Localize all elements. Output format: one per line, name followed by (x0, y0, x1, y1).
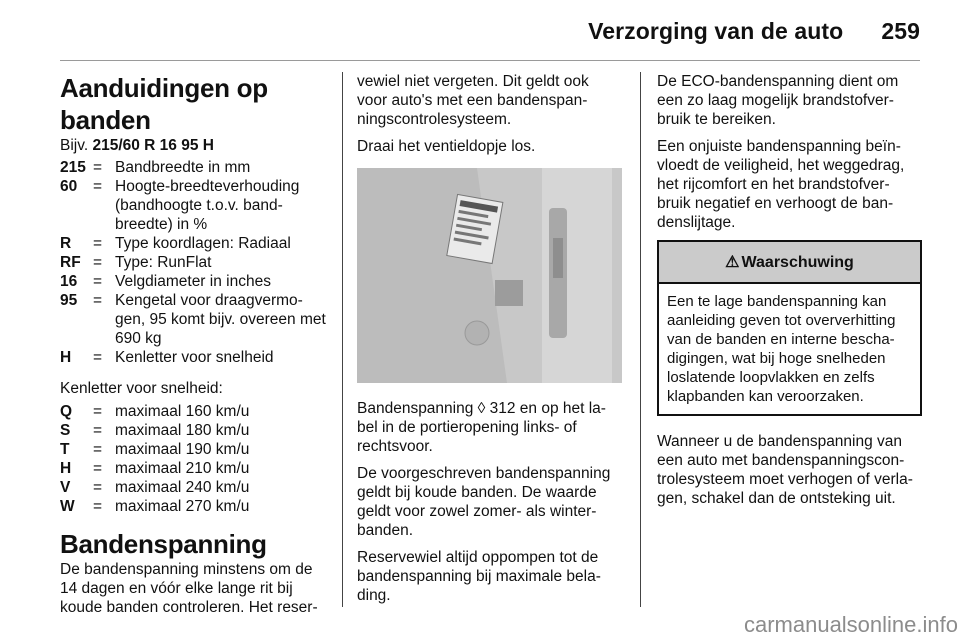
speed-intro: Kenletter voor snelheid: (60, 380, 223, 397)
definition-key: V (60, 479, 71, 496)
equals-sign: = (93, 403, 103, 420)
definition-row (60, 291, 330, 348)
page-header (588, 18, 920, 45)
definition-value: Kenletter voor snelheid (115, 349, 274, 366)
definition-key: 16 (60, 273, 78, 290)
definition-key: H (60, 460, 72, 477)
col2-paragraph-2: Draai het ventieldopje los. (357, 138, 536, 155)
equals-sign: = (93, 349, 103, 366)
section-title-tyre-markings: Aanduidingen op banden (60, 73, 268, 135)
definition-row (60, 478, 249, 497)
column-3 (657, 72, 922, 516)
definition-value: maximaal 180 km/u (115, 422, 250, 439)
definition-row (60, 158, 330, 177)
definition-value: Bandbreedte in mm (115, 159, 251, 176)
definition-row (60, 459, 249, 478)
column-divider-2 (640, 72, 641, 607)
definition-value: maximaal 210 km/u (115, 460, 250, 477)
column-1 (60, 72, 330, 625)
col2-paragraph-1: vewiel niet vergeten. Dit geldt ook voor auto's met een bandenspan-ningscontrolesysteem. (357, 73, 589, 128)
definition-key: 95 (60, 292, 78, 309)
definition-row (60, 177, 330, 234)
definition-value: Type: RunFlat (115, 254, 212, 271)
definition-key: S (60, 422, 71, 439)
equals-sign: = (93, 235, 103, 252)
definition-key: R (60, 235, 72, 252)
definition-row (60, 348, 330, 367)
col3-paragraph-1: De ECO-bandenspanning dient om een zo laag mogelijk brandstofver-bruik te bereiken. (657, 73, 899, 128)
definition-row (60, 497, 249, 516)
col2-paragraph-4: De voorgeschreven bandenspanning geldt bij koude banden. De waarde geldt voor zowel zomer- als winter-banden. (357, 465, 611, 539)
definition-key: Q (60, 403, 73, 420)
warning-box (657, 240, 922, 416)
definition-key: W (60, 498, 75, 515)
warning-title: Waarschuwing (741, 253, 854, 271)
col3-paragraph-2: Een onjuiste bandenspanning beïn-vloedt de veiligheid, het weggedrag, het rijcomfort en het brandstofver-bruik negatief en verhoogt de ban-denslijtage. (657, 138, 905, 231)
definition-value: Kengetal voor draagvermo-gen, 95 komt bijv. overeen met 690 kg (115, 292, 326, 347)
definition-row (60, 253, 330, 272)
definition-row (60, 272, 330, 291)
equals-sign: = (93, 273, 103, 290)
definition-value: Type koordlagen: Radiaal (115, 235, 291, 252)
column-2 (357, 72, 622, 613)
page-number: 259 (881, 18, 920, 44)
warning-icon: ⚠ (725, 253, 740, 271)
col2-paragraph-3: Bandenspanning ◊ 312 en op het la-bel in de portieropening links- of rechtsvoor. (357, 400, 606, 455)
col2-paragraph-5: Reservewiel altijd oppompen tot de bandenspanning bij maximale bela-ding. (357, 549, 601, 604)
definition-key: T (60, 441, 70, 458)
equals-sign: = (93, 178, 103, 195)
door-pillar-illustration (357, 168, 622, 383)
col3-paragraph-3: Wanneer u de bandenspanning van een auto met bandenspanningscon-trolesysteem moet verhogen of verla-gen, schakel dan de ontsteking uit. (657, 433, 913, 507)
equals-sign: = (93, 479, 103, 496)
equals-sign: = (93, 441, 103, 458)
pressure-paragraph-1: De bandenspanning minstens om de 14 dagen en vóór elke lange rit bij koude banden controleren. Het reser- (60, 561, 318, 616)
definition-value: maximaal 190 km/u (115, 441, 250, 458)
section-title-tyre-pressure: Bandenspanning (60, 529, 267, 559)
equals-sign: = (93, 422, 103, 439)
definition-value: maximaal 270 km/u (115, 498, 250, 515)
definition-value: Hoogte-breedteverhouding (bandhoogte t.o.v. band-breedte) in % (115, 178, 300, 233)
definition-key: 215 (60, 159, 86, 176)
column-divider-1 (342, 72, 343, 607)
warning-header (659, 242, 920, 284)
header-title: Verzorging van de auto (588, 18, 844, 44)
definition-key: RF (60, 254, 81, 271)
equals-sign: = (93, 254, 103, 271)
definition-row (60, 440, 249, 459)
definition-value: Velgdiameter in inches (115, 273, 271, 290)
definition-row (60, 402, 249, 421)
header-rule (60, 60, 920, 61)
definition-value: maximaal 160 km/u (115, 403, 250, 420)
example-line (60, 136, 330, 155)
example-prefix: Bijv. (60, 137, 89, 154)
example-code: 215/60 R 16 95 H (92, 137, 214, 154)
definition-key: 60 (60, 178, 78, 195)
tyre-code-definitions (60, 158, 330, 367)
definition-value: maximaal 240 km/u (115, 479, 250, 496)
definition-row (60, 421, 249, 440)
door-pillar-label-image (357, 168, 622, 383)
definition-row (60, 234, 330, 253)
equals-sign: = (93, 159, 103, 176)
equals-sign: = (93, 498, 103, 515)
speed-definitions (60, 402, 249, 516)
warning-text: Een te lage bandenspanning kan aanleiding geven tot oververhitting van de banden en interne bescha-digingen, wat bij hoge snelheden loslatende loopvlakken en zelfs klapbanden kan veroorzaken. (667, 293, 896, 405)
equals-sign: = (93, 460, 103, 477)
watermark: carmanualsonline.info (743, 612, 958, 637)
definition-key: H (60, 349, 72, 366)
equals-sign: = (93, 292, 103, 309)
